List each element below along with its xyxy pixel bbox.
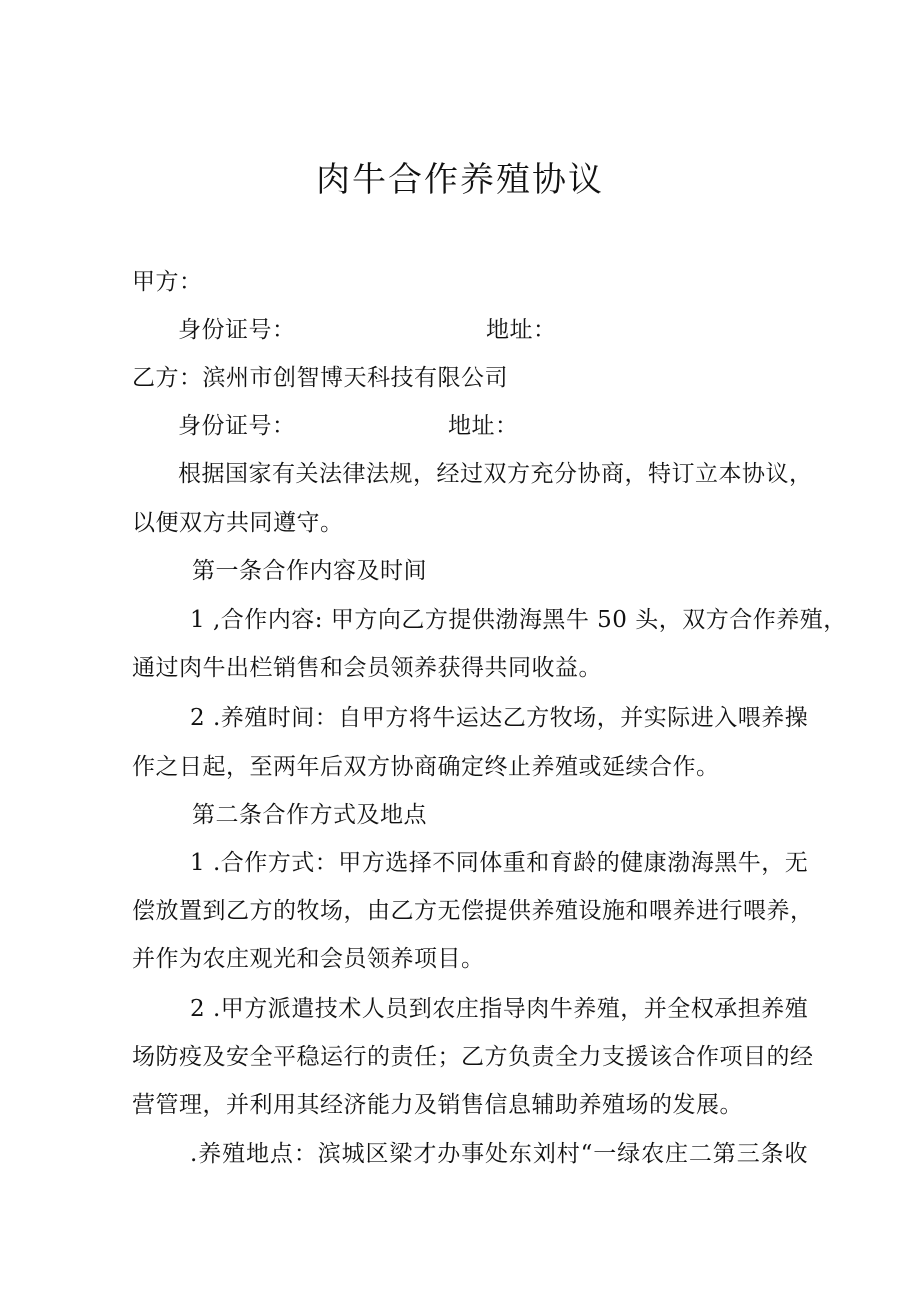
party-b-address-label: 地址： bbox=[448, 413, 519, 439]
article-2-item-2-line-2: 场防疫及安全平稳运行的责任；乙方负责全力支援该合作项目的经 bbox=[132, 1044, 814, 1070]
article-1-item-2-line-2: 作之日起，至两年后双方协商确定终止养殖或延续合作。 bbox=[132, 754, 720, 780]
party-a-id-label: 身份证号： bbox=[178, 317, 296, 343]
party-b-id-label: 身份证号： bbox=[178, 413, 296, 439]
preamble-line-1: 根据国家有关法律法规，经过双方充分协商，特订立本协议， bbox=[178, 461, 813, 487]
article-1-item-2-line-1: 2 .养殖时间：自甲方将牛运达乙方牧场，并实际进入喂养操 bbox=[190, 705, 809, 731]
article-2-item-1-line-1: 1 .合作方式：甲方选择不同体重和育龄的健康渤海黑牛，无 bbox=[190, 850, 809, 876]
article-1-item-1-line-2: 通过肉牛出栏销售和会员领养获得共同收益。 bbox=[132, 655, 602, 681]
document-title: 肉牛合作养殖协议 bbox=[316, 160, 604, 200]
party-b-label: 乙方：滨州市创智博天科技有限公司 bbox=[132, 365, 508, 391]
article-2-item-2-line-1: 2 .甲方派遣技术人员到农庄指导肉牛养殖，并全权承担养殖 bbox=[190, 996, 809, 1022]
article-2-item-3-line-1: .养殖地点：滨城区梁才办事处东刘村“一绿农庄二第三条收 bbox=[190, 1141, 808, 1167]
party-a-address-label: 地址： bbox=[486, 317, 557, 343]
article-1-heading: 第一条合作内容及时间 bbox=[192, 558, 427, 584]
article-1-item-1-line-1: 1 ,合作内容: 甲方向乙方提供渤海黑牛 50 头，双方合作养殖， bbox=[190, 607, 847, 633]
article-2-item-2-line-3: 营管理，并利用其经济能力及销售信息辅助养殖场的发展。 bbox=[132, 1092, 743, 1118]
article-2-heading: 第二条合作方式及地点 bbox=[192, 802, 427, 828]
preamble-line-2: 以便双方共同遵守。 bbox=[132, 510, 344, 536]
party-a-label: 甲方： bbox=[132, 269, 203, 295]
article-2-item-1-line-3: 并作为农庄观光和会员领养项目。 bbox=[132, 946, 485, 972]
article-2-item-1-line-2: 偿放置到乙方的牧场，由乙方无偿提供养殖设施和喂养进行喂养， bbox=[132, 898, 814, 924]
